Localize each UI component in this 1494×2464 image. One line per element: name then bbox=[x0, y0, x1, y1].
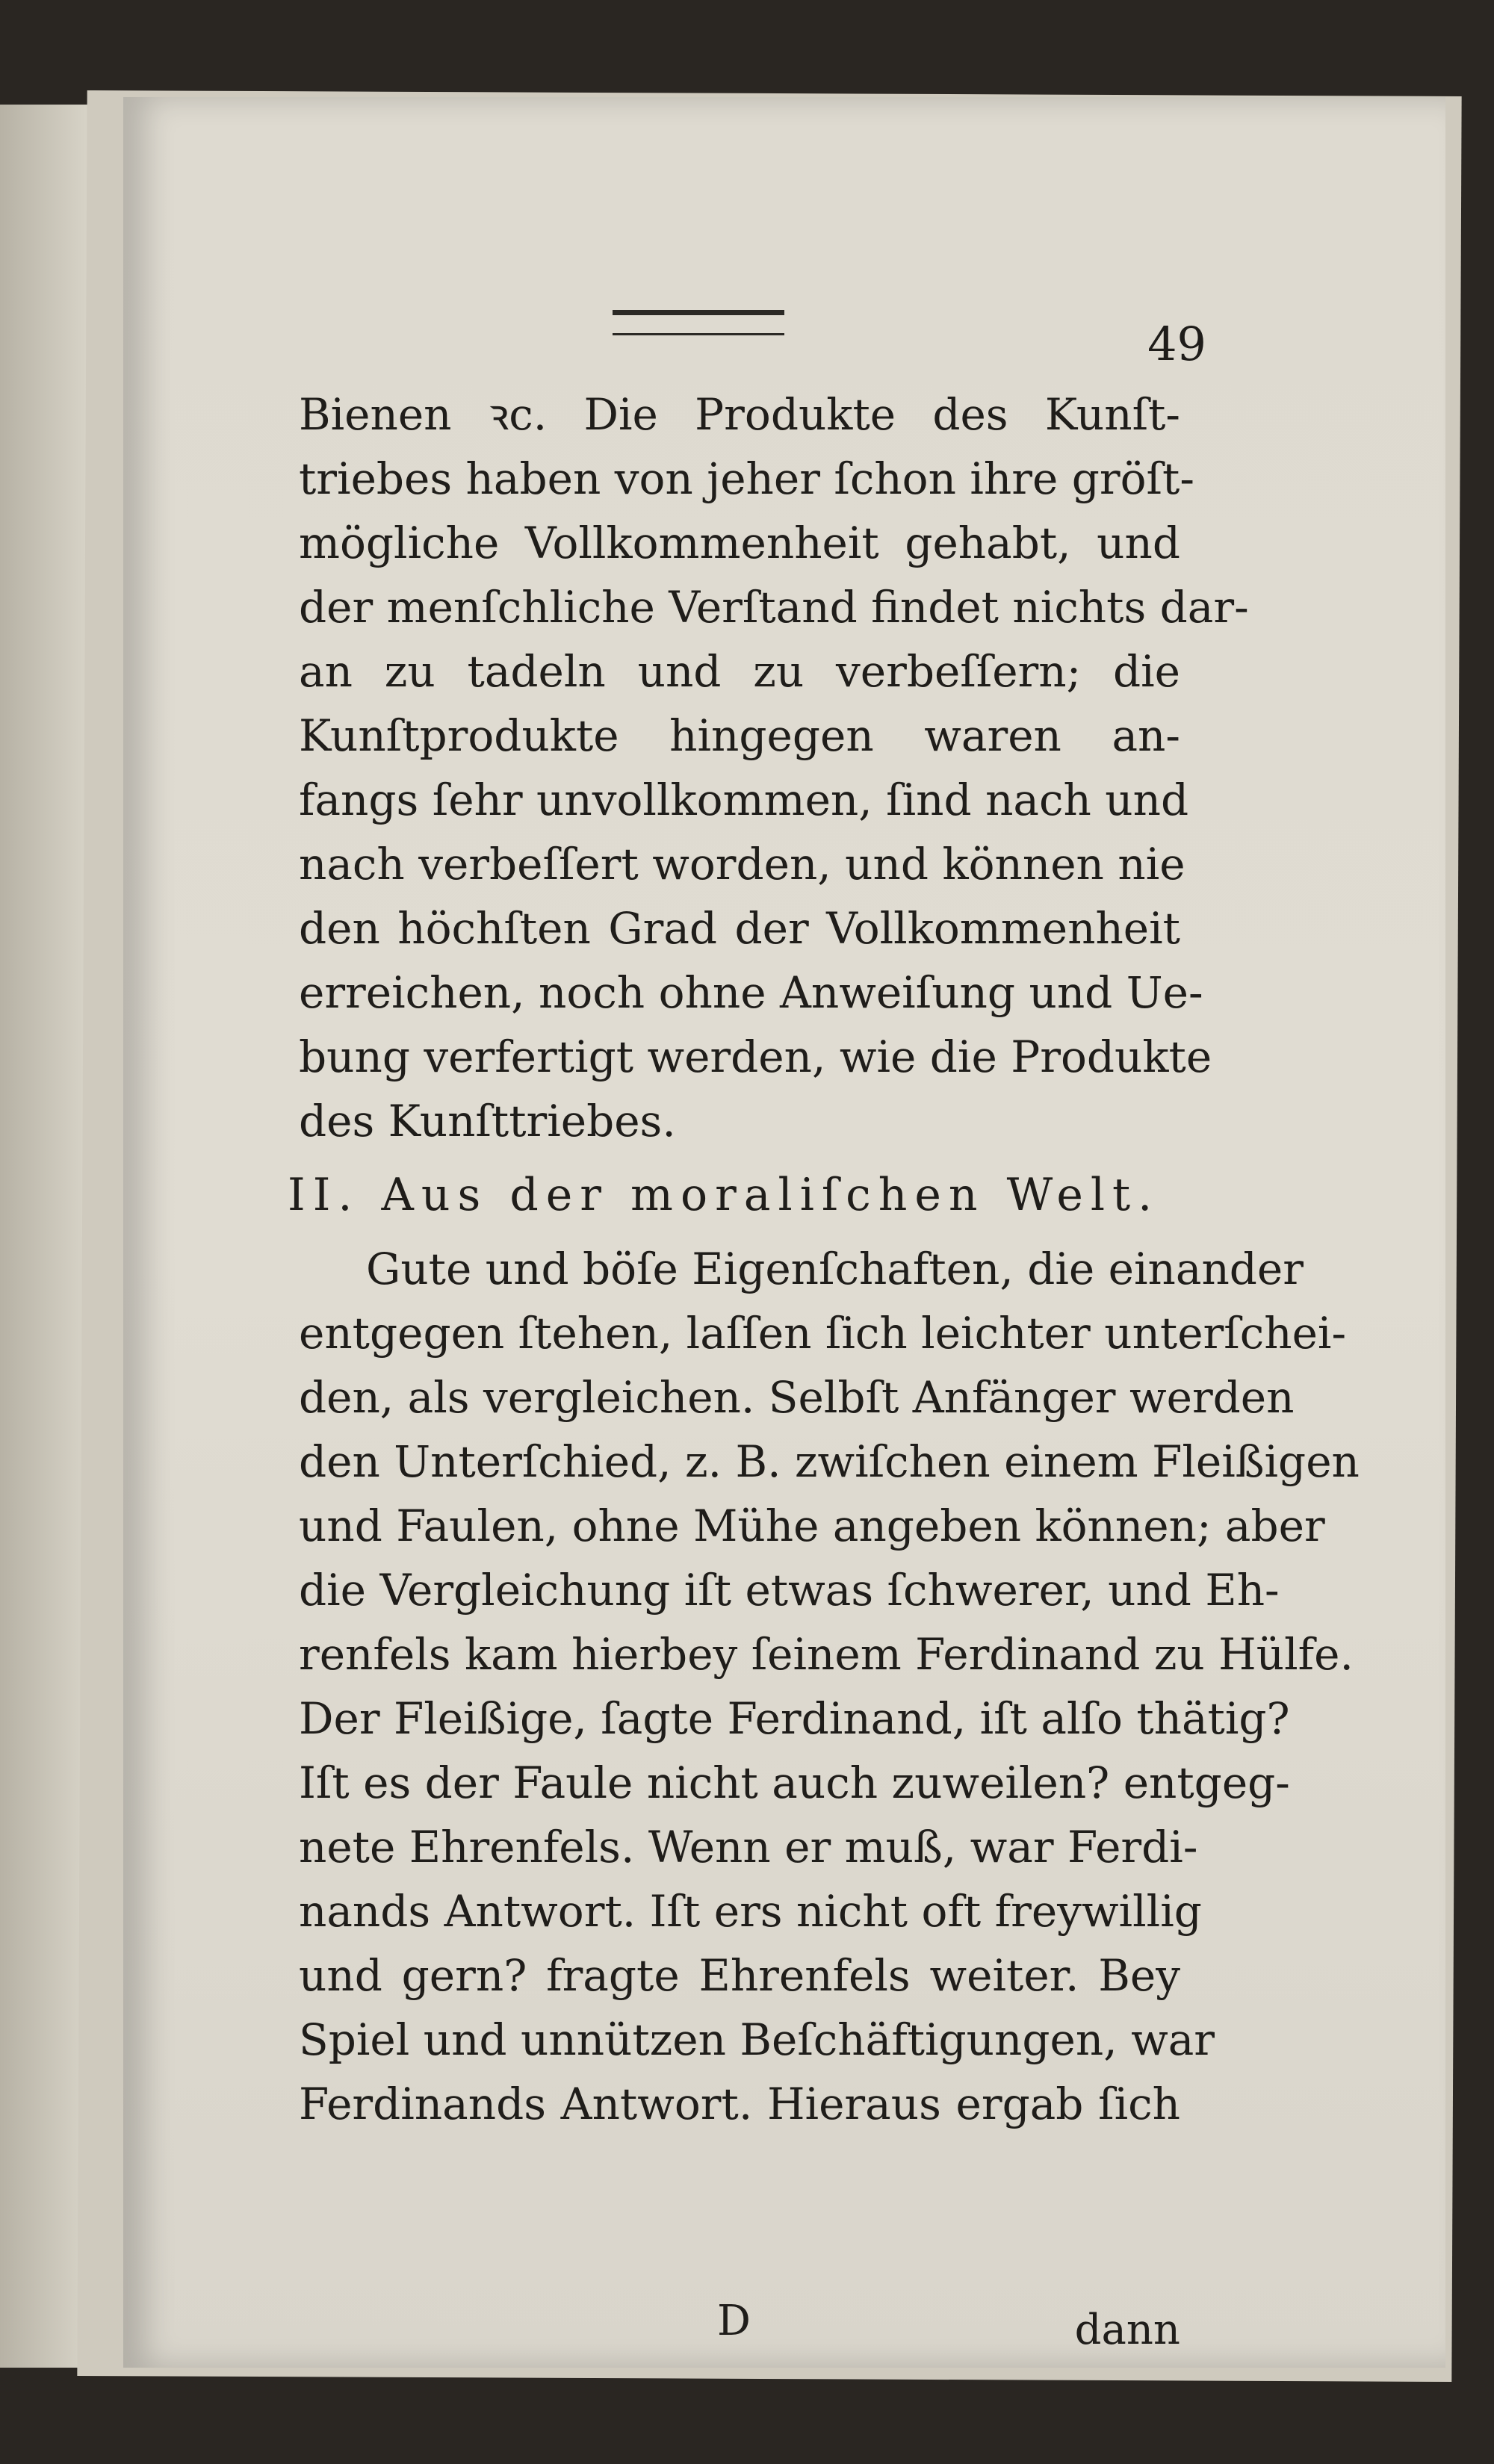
text-line: Ferdinands Antwort. Hieraus ergab ſich bbox=[299, 2079, 1180, 2129]
page-number: 49 bbox=[1147, 317, 1206, 371]
text-line: erreichen, noch ohne Anweiſung und Ue- bbox=[299, 967, 1203, 1018]
text-line: den Unterſchied, z. B. zwiſchen einem Fleißigen bbox=[299, 1436, 1360, 1487]
text-line: Kunſtprodukte hingegen waren an- bbox=[299, 710, 1180, 761]
text-line: bung verfertigt werden, wie die Produkte bbox=[299, 1031, 1212, 1082]
body-text bbox=[288, 382, 1360, 2136]
text-line: mögliche Vollkommenheit gehabt, und bbox=[299, 518, 1180, 568]
text-line: Iſt es der Faule nicht auch zuweilen? entgeg- bbox=[299, 1757, 1290, 1808]
text-line: des Kunſttriebes. bbox=[299, 1096, 676, 1146]
text-line: und gern? fragte Ehrenfels weiter. Bey bbox=[299, 1950, 1180, 2001]
header-rule bbox=[613, 310, 784, 335]
book-page bbox=[123, 97, 1445, 2368]
text-line: triebes haben von jeher ſchon ihre gröſt- bbox=[299, 453, 1194, 504]
signature-mark: D bbox=[717, 2297, 751, 2345]
section-heading: II. Aus der moraliſchen Welt. bbox=[288, 1169, 1160, 1221]
page-footer bbox=[299, 2297, 1180, 2356]
text-line: Bienen ꝛc. Die Produkte des Kunſt- bbox=[299, 389, 1180, 440]
text-line: der menſchliche Verſtand findet nichts dar- bbox=[299, 582, 1249, 633]
text-line: Der Fleißige, ſagte Ferdinand, iſt alſo thätig? bbox=[299, 1693, 1290, 1744]
text-line: nach verbeſſert worden, und können nie bbox=[299, 839, 1185, 890]
text-line: die Vergleichung iſt etwas ſchwerer, und Eh- bbox=[299, 1565, 1280, 1616]
text-line: nete Ehrenfels. Wenn er muß, war Ferdi- bbox=[299, 1822, 1198, 1872]
text-line: und Faulen, ohne Mühe angeben können; aber bbox=[299, 1501, 1325, 1551]
text-line: den höchſten Grad der Vollkommenheit bbox=[299, 903, 1180, 954]
text-line: den, als vergleichen. Selbſt Anfänger werden bbox=[299, 1372, 1295, 1423]
text-line: an zu tadeln und zu verbeſſern; die bbox=[299, 646, 1180, 697]
text-line: fangs ſehr unvollkommen, ſind nach und bbox=[299, 775, 1189, 825]
text-line: Gute und böſe Eigenſchaften, die einander bbox=[366, 1244, 1304, 1294]
catchword: dann bbox=[1074, 2306, 1180, 2354]
text-line: entgegen ſtehen, laſſen ſich leichter unterſchei- bbox=[299, 1308, 1347, 1359]
text-line: Spiel und unnützen Beſchäftigungen, war bbox=[299, 2014, 1215, 2065]
text-line: renfels kam hierbey ſeinem Ferdinand zu Hülfe. bbox=[299, 1629, 1354, 1680]
text-line: nands Antwort. Iſt ers nicht oft freywillig bbox=[299, 1886, 1202, 1937]
